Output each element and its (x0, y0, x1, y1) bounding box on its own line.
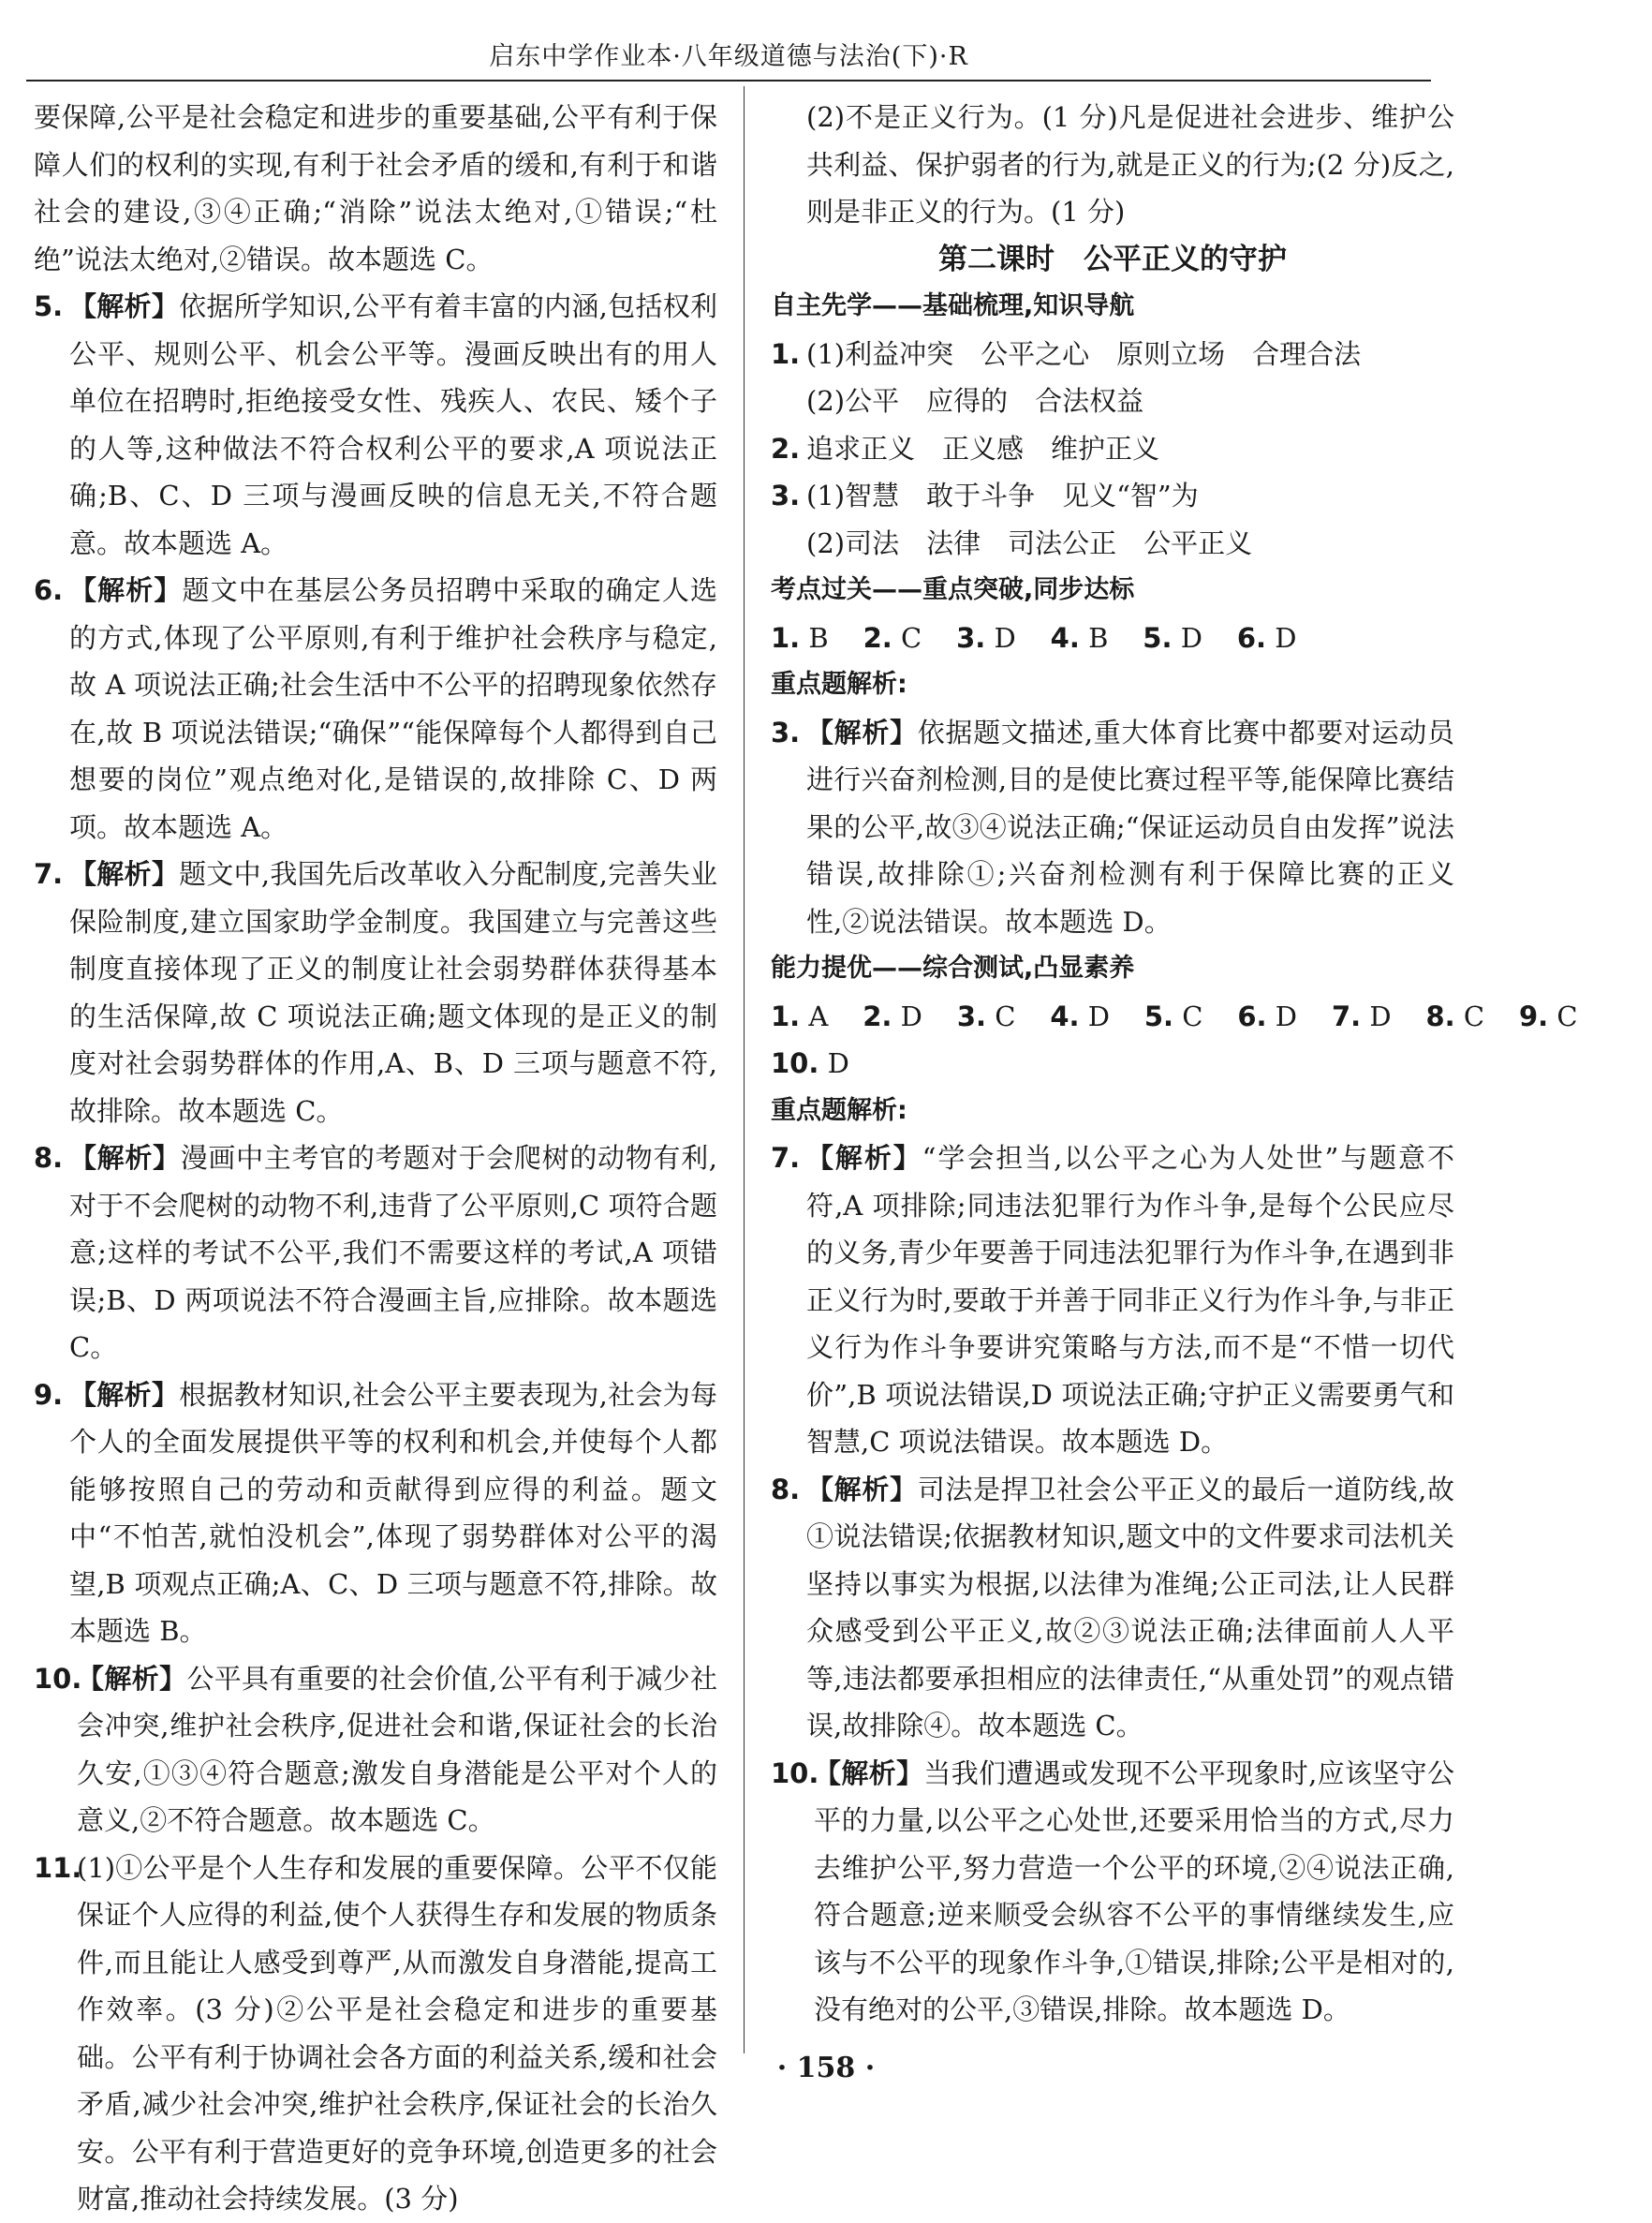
answer-number: 10. (771, 1756, 819, 1789)
answer-item (771, 1134, 1454, 1466)
answer-text: 当我们遭遇或发现不公平现象时,应该坚守公平的力量,以公平之心处世,还要采用恰当的方式,尽力去维护公平,努力营造一个公平的环境,②④说法正确,符合题意;逆来顺受会纵容不公平的事情继续发生,应该与不公平的现象作斗争,①错误,排除;公平是相对的,没有绝对的公平,③错误,排除。故本题选 D。 (814, 1756, 1454, 2025)
fill-number: 2. (771, 432, 801, 465)
answer-text: 依据所学知识,公平有着丰富的内涵,包括权利公平、规则公平、机会公平等。漫画反映出有的用人单位在招聘时,拒绝接受女性、残疾人、农民、矮个子的人等,这种做法不符合权利公平的要求,A 项说法正确;B、C、D 三项与漫画反映的信息无关,不符合题意。故本题选 A。 (69, 290, 717, 559)
answer-text: 题文中,我国先后改革收入分配制度,完善失业保险制度,建立国家助学金制度。我国建立与完善这些制度直接体现了正义的制度让社会弱势群体获得基本的生活保障,故 C 项说法正确;题文体现的是正义的制度对社会弱势群体的作用,A、B、D 三项与题意不符,故排除。故本题选 C。 (69, 858, 717, 1127)
section-heading-self-study: 自主先学——基础梳理,知识导航 (771, 291, 1135, 320)
choice-answers-row-3 (771, 1040, 1454, 1088)
key-analysis-heading-2: 重点题解析: (771, 1095, 907, 1125)
answer-item (771, 1750, 1454, 2034)
answer-number: 2. (863, 1000, 892, 1032)
analysis-tag: 【解析】 (69, 858, 180, 890)
key-analysis-list (771, 709, 1454, 946)
answer-text: 公平具有重要的社会价值,公平有利于减少社会冲突,维护社会秩序,促进社会和谐,保证社会的长治久安,①③④符合题意;激发自身潜能是公平对个人的意义,②不符合题意。故本题选 C。 (77, 1662, 717, 1836)
answer-text: 题文中在基层公务员招聘中采取的确定人选的方式,体现了公平原则,有利于维护社会秩序与稳定,故 A 项说法正确;社会生活中不公平的招聘现象依然存在,故 B 项说法错误;“确保”“能保障每个人都得到自己想要的岗位”观点绝对化,是错误的,故排除 C、D 两项。故本题选 A。 (69, 574, 717, 843)
analysis-tag: 【解析】 (806, 1142, 922, 1174)
answer-letter: B (1088, 621, 1109, 654)
answer-number: 6. (34, 574, 64, 606)
answer-letter: C (1463, 1000, 1485, 1032)
page-number: · 158 · (776, 2052, 876, 2084)
answer-number: 10. (771, 1047, 819, 1079)
choice-answers-row (771, 615, 1454, 662)
answer-number: 6. (1237, 1000, 1267, 1032)
analysis-tag: 【解析】 (69, 1142, 181, 1174)
answer-number: 1. (771, 1000, 801, 1032)
answer-item (771, 709, 1454, 946)
fill-item (771, 472, 1454, 520)
fill-item (771, 378, 1454, 425)
answer-number: 7. (771, 1142, 801, 1174)
answer-item (771, 1466, 1454, 1750)
answer-letter: D (900, 1000, 922, 1032)
answer-letter: D (994, 621, 1016, 654)
fill-text: (2)公平 应得的 合法权益 (806, 385, 1144, 417)
answer-number: 7. (34, 858, 64, 890)
answer-number: 3. (956, 621, 986, 654)
answer-number: 3. (956, 1000, 987, 1032)
answer-item (34, 851, 717, 1134)
answer-number: 5. (1143, 621, 1173, 654)
answer-letter: D (1180, 621, 1202, 654)
answer-letter: C (995, 1000, 1016, 1032)
fill-item (771, 520, 1454, 568)
answer-letter: A (808, 1000, 829, 1032)
answer-number: 8. (771, 1473, 801, 1505)
answer-text: 根据教材知识,社会公平主要表现为,社会为每个人的全面发展提供平等的权利和机会,并使每个人都能够按照自己的劳动和贡献得到应得的利益。题文中“不怕苦,就怕没机会”,体现了弱势群体对公平的渴望,B 项观点正确;A、C、D 三项与题意不符,排除。故本题选 B。 (69, 1378, 717, 1647)
answer-number: 6. (1236, 621, 1267, 654)
answer-text: (1)①公平是个人生存和发展的重要保障。公平不仅能保证个人应得的利益,使个人获得生存和发展的物质条件,而且能让人感受到尊严,从而激发自身潜能,提高工作效率。(3 分)②公平是社会稳定和进步的重要基础。公平有利于协调社会各方面的利益关系,缓和社会矛盾,减少社会冲突,维护社会秩序,保证社会的长治久安。公平有利于营造更好的竞争环境,创造更多的社会财富,推动社会持续发展。(3 分) (77, 1851, 717, 2215)
fill-text: 追求正义 正义感 维护正义 (806, 432, 1160, 465)
continued-answer-right: (2)不是正义行为。(1 分)凡是促进社会进步、维护公共利益、保护弱者的行为,就是正义的行为;(2 分)反之,则是非正义的行为。(1 分) (806, 101, 1454, 228)
answer-letter: C (901, 621, 922, 654)
answer-number: 5. (1143, 1000, 1174, 1032)
analysis-tag: 【解析】 (806, 716, 918, 748)
fill-text: (2)司法 法律 司法公正 公平正义 (806, 526, 1253, 559)
analysis-tag: 【解析】 (69, 574, 183, 606)
running-header: 启东中学作业本·八年级道德与法治(下)·R (26, 36, 1431, 82)
analysis-tag: 【解析】 (77, 1662, 187, 1695)
fill-text: (1)智慧 敢于斗争 见义“智”为 (806, 480, 1199, 511)
section-heading-checkpoint: 考点过关——重点突破,同步达标 (771, 575, 1135, 604)
answer-number: 8. (1425, 1000, 1455, 1032)
answer-item (34, 1134, 717, 1371)
analysis-tag: 【解析】 (806, 1473, 918, 1505)
analysis-tag: 【解析】 (69, 290, 180, 322)
fill-number: 3. (771, 480, 801, 511)
continued-answer: 要保障,公平是社会稳定和进步的重要基础,公平有利于保障人们的权利的实现,有利于社会矛盾的缓和,有利于和谐社会的建设,③④正确;“消除”说法太绝对,①错误;“杜绝”说法太绝对,②错误。故本题选 C。 (34, 101, 717, 275)
answer-number: 3. (771, 716, 801, 748)
answer-text: “学会担当,以公平之心为人处世”与题意不符,A 项排除;同违法犯罪行为作斗争,是每个公民应尽的义务,青少年要善于同违法犯罪行为作斗争,在遇到非正义行为时,要敢于并善于同非正义行为作斗争,与非正义行为作斗争要讲究策略与方法,而不是“不惜一切代价”,B 项说法错误,D 项说法正确;守护正义需要勇气和智慧,C 项说法错误。故本题选 D。 (806, 1142, 1454, 1458)
answer-letter: D (1275, 621, 1297, 654)
answer-text: 依据题文描述,重大体育比赛中都要对运动员进行兴奋剂检测,目的是使比赛过程平等,能保障比赛结果的公平,故③④说法正确;“保证运动员自由发挥”说法错误,故排除①;兴奋剂检测有利于保障比赛的正义性,②说法错误。故本题选 D。 (806, 716, 1454, 938)
answer-number: 1. (771, 621, 801, 654)
answer-number: 11. (34, 1851, 82, 1884)
answer-number: 5. (34, 290, 64, 322)
answer-number: 9. (1519, 1000, 1549, 1032)
answer-letter: B (808, 621, 829, 654)
answer-text: 司法是捍卫社会公平正义的最后一道防线,故①说法错误;依据教材知识,题文中的文件要求司法机关坚持以事实为根据,以法律为准绳;公正司法,让人民群众感受到公平正义,故②③说法正确;法律面前人人平等,违法都要承担相应的法律责任,“从重处罚”的观点错误,故排除④。故本题选 C。 (806, 1473, 1454, 1741)
fill-text: (1)利益冲突 公平之心 原则立场 合理合法 (806, 337, 1362, 370)
column-divider (744, 86, 745, 2053)
answer-number: 4. (1050, 1000, 1080, 1032)
section-heading-ability: 能力提优——综合测试,凸显素养 (771, 954, 1135, 983)
answer-letter: D (1275, 1000, 1298, 1032)
answer-item (34, 1845, 717, 2223)
answer-number: 4. (1050, 621, 1080, 654)
answer-number: 2. (863, 621, 892, 654)
right-column (771, 94, 1578, 2034)
answer-item (34, 567, 717, 851)
fill-in-answers (771, 331, 1454, 568)
answer-item (34, 283, 717, 567)
answer-letter: C (1182, 1000, 1203, 1032)
analysis-tag: 【解析】 (814, 1756, 924, 1789)
answer-number: 10. (34, 1662, 82, 1695)
answer-number: 8. (34, 1142, 64, 1174)
left-column (34, 94, 717, 2223)
fill-item (771, 425, 1454, 473)
analysis-tag: 【解析】 (69, 1378, 180, 1411)
left-answer-list (34, 283, 717, 2223)
answer-item (34, 1371, 717, 1655)
choice-answers-row-2 (771, 993, 1578, 1041)
answer-letter: D (1369, 1000, 1392, 1032)
answer-letter: D (1087, 1000, 1110, 1032)
answer-letter: C (1556, 1000, 1578, 1032)
answer-text: 漫画中主考官的考题对于会爬树的动物有利,对于不会爬树的动物不利,违背了公平原则,C 项符合题意;这样的考试不公平,我们不需要这样的考试,A 项错误;B、D 两项说法不符合漫画主旨,应排除。故本题选 C。 (69, 1142, 717, 1363)
lesson-title: 第二课时 公平正义的守护 (938, 242, 1287, 276)
key-analysis-list-2 (771, 1134, 1454, 2034)
answer-letter: D (827, 1047, 849, 1079)
key-analysis-heading: 重点题解析: (771, 670, 907, 699)
answer-number: 7. (1331, 1000, 1362, 1032)
fill-number: 1. (771, 337, 801, 370)
fill-item (771, 331, 1454, 378)
answer-number: 9. (34, 1378, 64, 1411)
answer-item (34, 1655, 717, 1845)
